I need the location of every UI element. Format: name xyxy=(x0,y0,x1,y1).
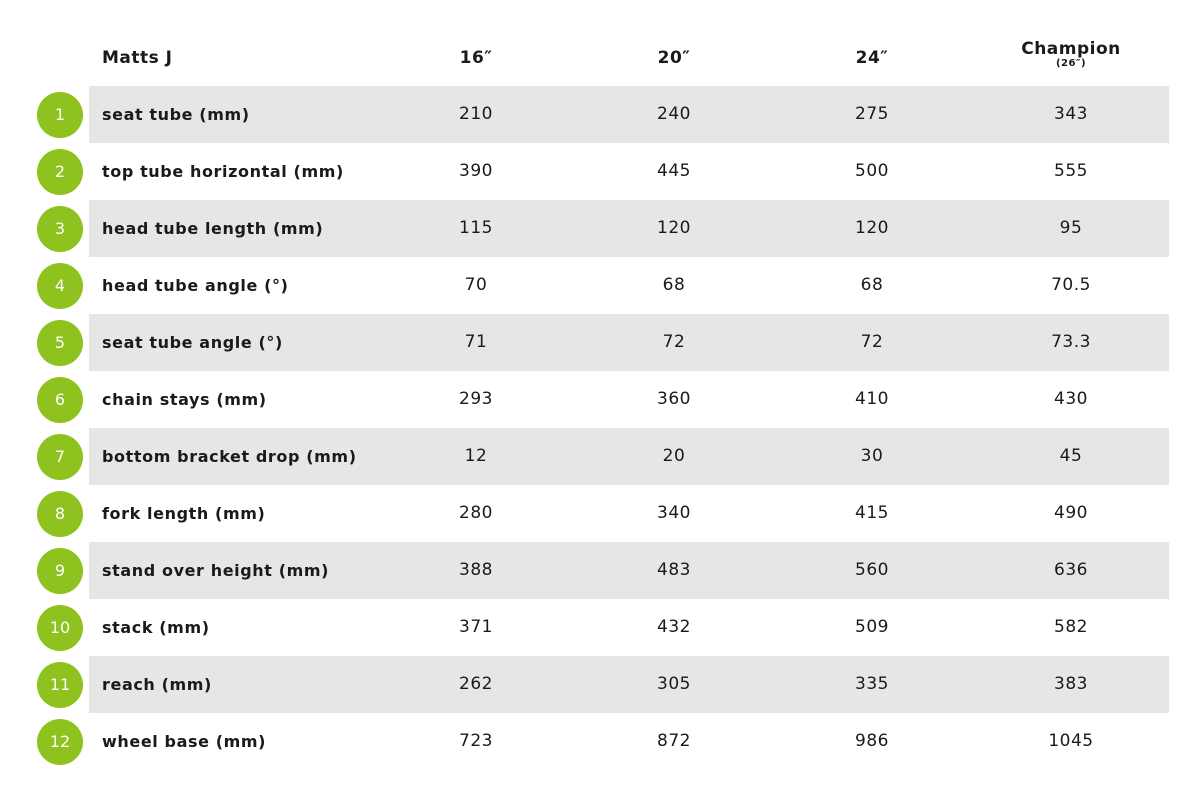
cell-20: 360 xyxy=(657,389,691,409)
row-number-badge: 8 xyxy=(37,491,83,537)
cell-24: 415 xyxy=(855,503,889,523)
row-number-badge: 2 xyxy=(37,149,83,195)
cell-24: 986 xyxy=(855,731,889,751)
row-label: top tube horizontal (mm) xyxy=(102,162,344,181)
cell-champion: 73.3 xyxy=(1051,332,1091,352)
table-row xyxy=(0,485,1200,542)
row-label: chain stays (mm) xyxy=(102,390,267,409)
table-row xyxy=(0,314,1200,371)
table-row xyxy=(0,257,1200,314)
cell-24: 275 xyxy=(855,104,889,124)
row-label: stack (mm) xyxy=(102,618,210,637)
cell-16: 280 xyxy=(459,503,493,523)
row-number-badge: 6 xyxy=(37,377,83,423)
geometry-table xyxy=(0,86,1200,770)
cell-16: 71 xyxy=(464,332,488,352)
cell-20: 340 xyxy=(657,503,691,523)
row-label: head tube angle (°) xyxy=(102,276,289,295)
cell-20: 483 xyxy=(657,560,691,580)
cell-20: 445 xyxy=(657,161,691,181)
row-label: fork length (mm) xyxy=(102,504,266,523)
cell-24: 120 xyxy=(855,218,889,238)
cell-24: 500 xyxy=(855,161,889,181)
cell-20: 68 xyxy=(662,275,686,295)
cell-24: 410 xyxy=(855,389,889,409)
cell-16: 371 xyxy=(459,617,493,637)
cell-20: 432 xyxy=(657,617,691,637)
cell-champion: 70.5 xyxy=(1051,275,1091,295)
table-row xyxy=(0,200,1200,257)
cell-16: 390 xyxy=(459,161,493,181)
cell-16: 115 xyxy=(459,218,493,238)
model-name: Matts J xyxy=(102,48,173,68)
table-header xyxy=(0,0,1200,86)
row-label: head tube length (mm) xyxy=(102,219,324,238)
row-number-badge: 4 xyxy=(37,263,83,309)
cell-20: 72 xyxy=(662,332,686,352)
row-label: wheel base (mm) xyxy=(102,732,267,751)
cell-champion: 555 xyxy=(1054,161,1088,181)
cell-16: 12 xyxy=(464,446,488,466)
row-number-badge: 9 xyxy=(37,548,83,594)
row-label: stand over height (mm) xyxy=(102,561,330,580)
cell-16: 210 xyxy=(459,104,493,124)
champion-size: (26″) xyxy=(1055,58,1087,69)
cell-champion: 490 xyxy=(1054,503,1088,523)
cell-champion: 636 xyxy=(1054,560,1088,580)
table-row xyxy=(0,713,1200,770)
column-header-20: 20″ xyxy=(657,48,691,68)
cell-champion: 582 xyxy=(1054,617,1088,637)
cell-champion: 343 xyxy=(1054,104,1088,124)
row-label: seat tube angle (°) xyxy=(102,333,283,352)
cell-16: 262 xyxy=(459,674,493,694)
cell-24: 560 xyxy=(855,560,889,580)
row-number-badge: 10 xyxy=(37,605,83,651)
row-label: bottom bracket drop (mm) xyxy=(102,447,357,466)
cell-20: 305 xyxy=(657,674,691,694)
table-row xyxy=(0,143,1200,200)
cell-16: 388 xyxy=(459,560,493,580)
row-label: reach (mm) xyxy=(102,675,212,694)
column-header-champion xyxy=(971,40,1171,70)
cell-24: 335 xyxy=(855,674,889,694)
column-header-24: 24″ xyxy=(855,48,889,68)
row-number-badge: 3 xyxy=(37,206,83,252)
cell-champion: 383 xyxy=(1054,674,1088,694)
cell-16: 70 xyxy=(464,275,488,295)
row-number-badge: 5 xyxy=(37,320,83,366)
cell-20: 20 xyxy=(662,446,686,466)
table-row xyxy=(0,656,1200,713)
table-row xyxy=(0,599,1200,656)
table-row xyxy=(0,86,1200,143)
champion-label: Champion xyxy=(1021,39,1121,59)
row-number-badge: 12 xyxy=(37,719,83,765)
table-row xyxy=(0,371,1200,428)
cell-24: 30 xyxy=(860,446,884,466)
cell-20: 872 xyxy=(657,731,691,751)
cell-champion: 430 xyxy=(1054,389,1088,409)
row-label: seat tube (mm) xyxy=(102,105,250,124)
row-number-badge: 11 xyxy=(37,662,83,708)
cell-champion: 95 xyxy=(1059,218,1083,238)
cell-champion: 1045 xyxy=(1048,731,1094,751)
cell-20: 120 xyxy=(657,218,691,238)
cell-champion: 45 xyxy=(1059,446,1083,466)
cell-24: 68 xyxy=(860,275,884,295)
cell-24: 509 xyxy=(855,617,889,637)
cell-16: 723 xyxy=(459,731,493,751)
cell-24: 72 xyxy=(860,332,884,352)
cell-20: 240 xyxy=(657,104,691,124)
table-row xyxy=(0,542,1200,599)
row-number-badge: 1 xyxy=(37,92,83,138)
row-number-badge: 7 xyxy=(37,434,83,480)
table-row xyxy=(0,428,1200,485)
cell-16: 293 xyxy=(459,389,493,409)
column-header-16: 16″ xyxy=(459,48,493,68)
